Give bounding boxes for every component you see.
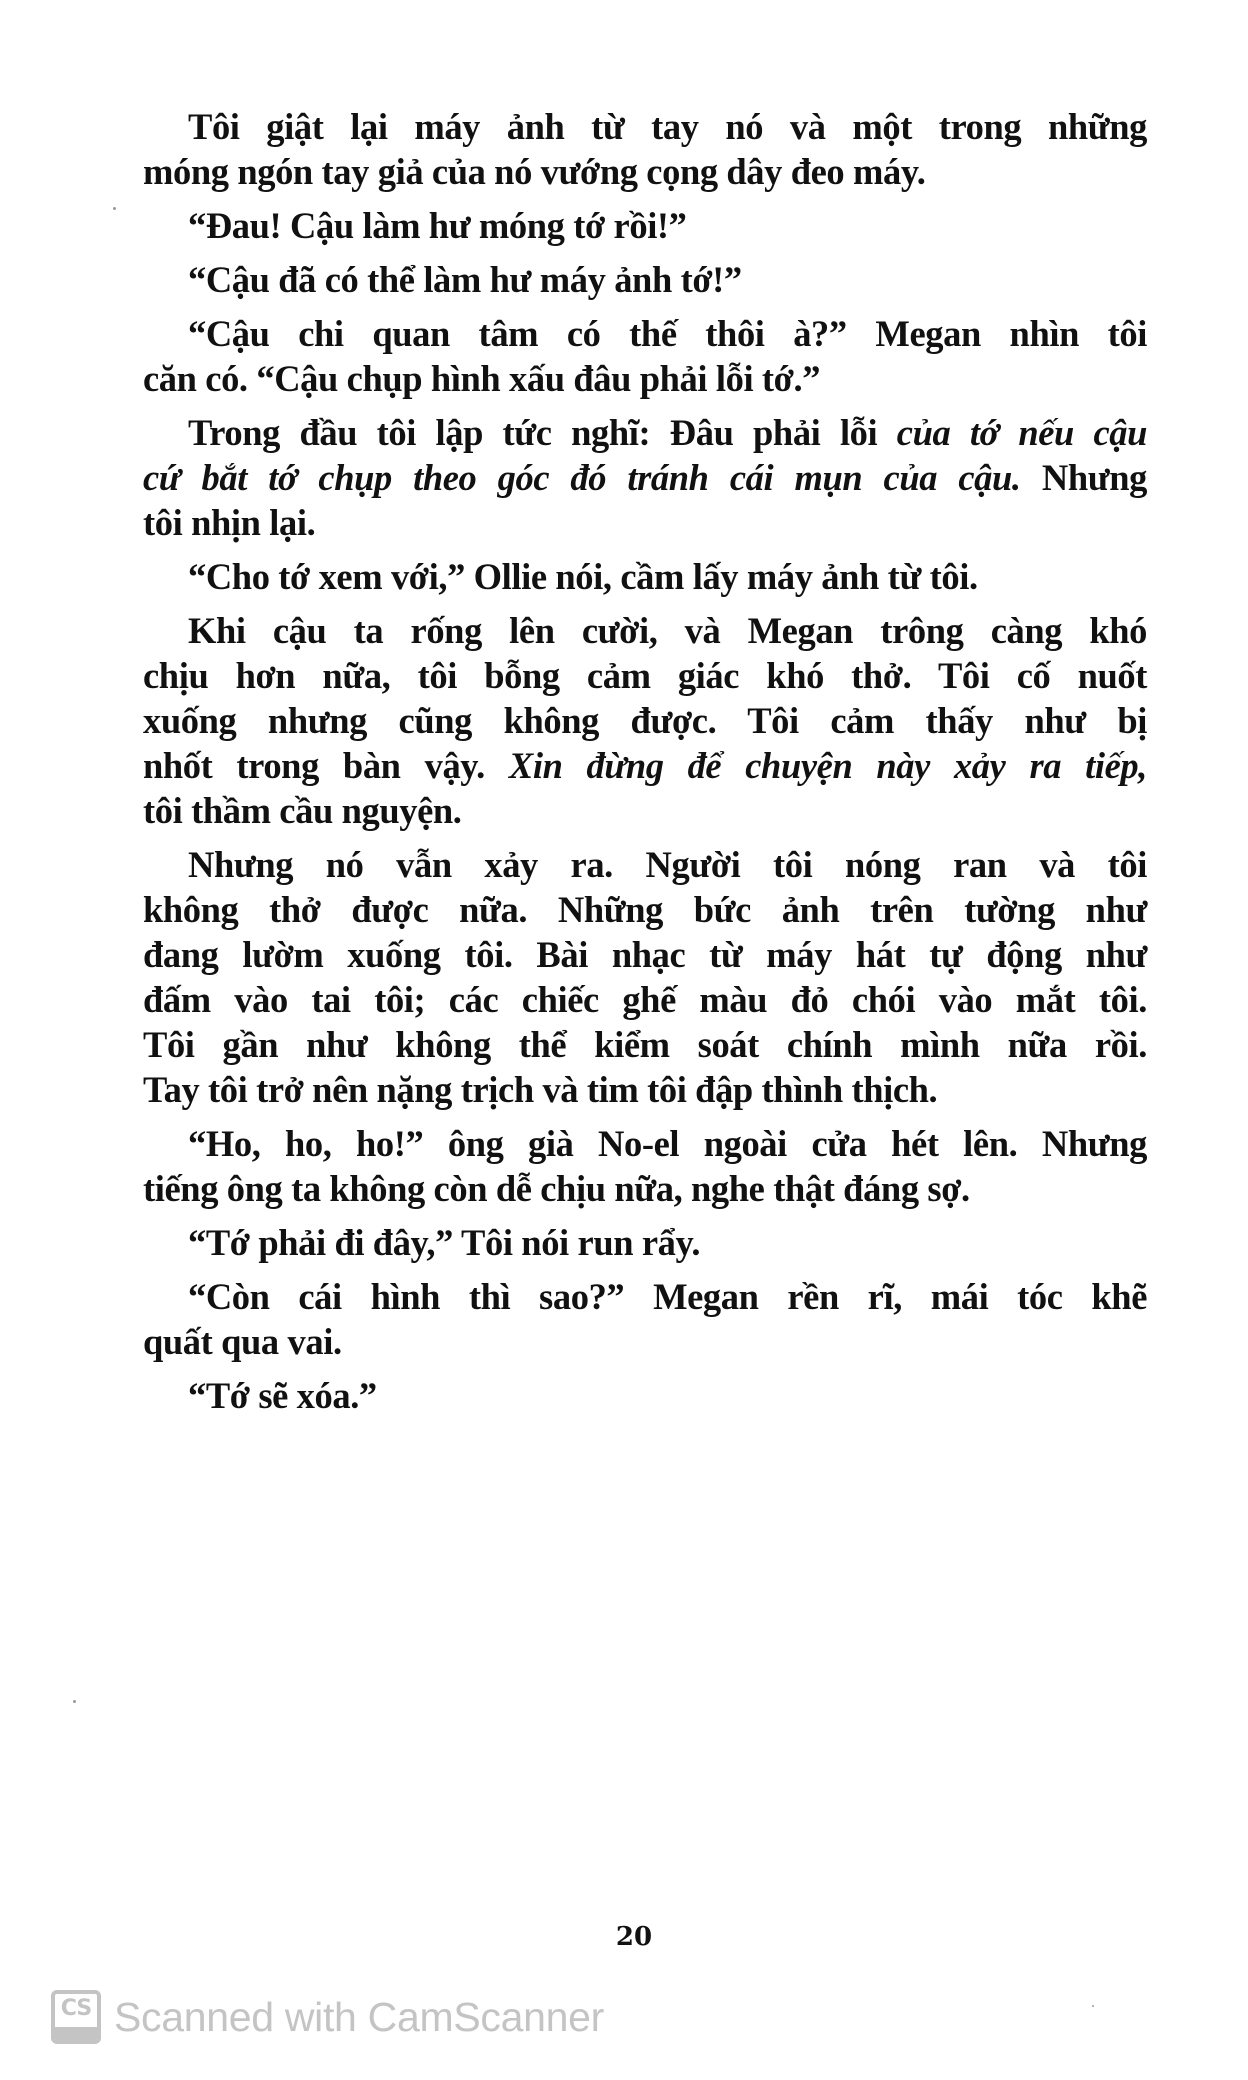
text-segment: tiếng ông ta không còn dễ chịu nữa, nghe thật đáng sợ. — [143, 1168, 970, 1209]
text-line — [143, 1319, 1147, 1364]
text-line — [143, 149, 1147, 194]
text-segment: căn có. “Cậu chụp hình xấu đâu phải lỗi tớ.” — [143, 358, 821, 399]
paragraph — [143, 410, 1147, 545]
italic-text: của tớ nếu cậu — [896, 412, 1147, 453]
text-segment: nhốt trong bàn vậy. — [143, 745, 509, 786]
text-line — [143, 203, 1147, 248]
text-line — [143, 1373, 1147, 1418]
text-segment: không thở được nữa. Những bức ảnh trên tường như — [143, 889, 1147, 930]
camscanner-logo-band — [55, 2027, 97, 2040]
text-line — [143, 932, 1147, 977]
text-segment: “Tớ phải đi đây,” Tôi nói run rẩy. — [188, 1222, 701, 1263]
text-line — [143, 653, 1147, 698]
text-line — [143, 1121, 1147, 1166]
italic-text: cứ bắt tớ chụp theo góc đó tránh cái mụn của cậu. — [143, 457, 1021, 498]
camscanner-logo-icon — [51, 1990, 101, 2044]
text-line — [143, 311, 1147, 356]
text-line — [143, 698, 1147, 743]
paragraph — [143, 1220, 1147, 1265]
paragraph — [143, 554, 1147, 599]
text-segment: Nhưng — [1020, 457, 1147, 498]
text-segment: Tôi giật lại máy ảnh từ tay nó và một trong những — [188, 106, 1147, 147]
text-line — [143, 1166, 1147, 1211]
text-segment: tôi nhịn lại. — [143, 502, 316, 543]
text-segment: Trong đầu tôi lập tức nghĩ: Đâu phải lỗi — [188, 412, 897, 453]
page-number: 20 — [615, 1922, 653, 1952]
text-line — [143, 842, 1147, 887]
scan-speck — [1092, 2005, 1094, 2007]
paragraph — [143, 203, 1147, 248]
text-line — [143, 500, 1147, 545]
text-line — [143, 608, 1147, 653]
text-segment: “Cậu đã có thể làm hư máy ảnh tớ!” — [188, 259, 742, 300]
text-line — [143, 257, 1147, 302]
text-segment: “Ho, ho, ho!” ông già No-el ngoài cửa hét lên. Nhưng — [188, 1123, 1147, 1164]
text-segment: đấm vào tai tôi; các chiếc ghế màu đỏ chói vào mắt tôi. — [143, 979, 1147, 1020]
text-segment: xuống nhưng cũng không được. Tôi cảm thấy như bị — [143, 700, 1147, 741]
italic-text: Xin đừng để chuyện này xảy ra tiếp, — [508, 745, 1147, 786]
text-segment: “Cho tớ xem với,” Ollie nói, cầm lấy máy ảnh từ tôi. — [188, 556, 978, 597]
text-line — [143, 1274, 1147, 1319]
text-line — [143, 1220, 1147, 1265]
paragraph — [143, 1274, 1147, 1364]
text-segment: quất qua vai. — [143, 1321, 342, 1362]
camscanner-logo-text: CS — [60, 1996, 92, 2021]
paragraph — [143, 842, 1147, 1112]
text-segment: tôi thầm cầu nguyện. — [143, 790, 462, 831]
text-segment: chịu hơn nữa, tôi bỗng cảm giác khó thở. Tôi cố nuốt — [143, 655, 1147, 696]
text-line — [143, 977, 1147, 1022]
paragraph — [143, 257, 1147, 302]
text-line — [143, 455, 1147, 500]
paragraph — [143, 1373, 1147, 1418]
scan-speck — [73, 1700, 76, 1703]
text-segment: móng ngón tay giả của nó vướng cọng dây đeo máy. — [143, 151, 926, 192]
watermark-text: Scanned with CamScanner — [114, 1993, 604, 2040]
text-line — [143, 410, 1147, 455]
text-segment: “Còn cái hình thì sao?” Megan rền rĩ, mái tóc khẽ — [188, 1276, 1147, 1317]
text-segment: Tôi gần như không thể kiểm soát chính mình nữa rồi. — [143, 1024, 1147, 1065]
text-line — [143, 887, 1147, 932]
scan-speck — [113, 207, 116, 210]
body-text — [143, 104, 1147, 1427]
text-line — [143, 104, 1147, 149]
camscanner-watermark — [51, 1988, 604, 2046]
text-line — [143, 788, 1147, 833]
text-line — [143, 743, 1147, 788]
text-line — [143, 356, 1147, 401]
paragraph — [143, 1121, 1147, 1211]
text-line — [143, 554, 1147, 599]
text-line — [143, 1067, 1147, 1112]
text-segment: “Tớ sẽ xóa.” — [188, 1375, 377, 1416]
text-segment: Nhưng nó vẫn xảy ra. Người tôi nóng ran và tôi — [188, 844, 1147, 885]
paragraph — [143, 608, 1147, 833]
text-segment: “Cậu chi quan tâm có thế thôi à?” Megan nhìn tôi — [188, 313, 1147, 354]
text-line — [143, 1022, 1147, 1067]
paragraph — [143, 311, 1147, 401]
text-segment: Tay tôi trở nên nặng trịch và tim tôi đập thình thịch. — [143, 1069, 938, 1110]
paragraph — [143, 104, 1147, 194]
text-segment: “Đau! Cậu làm hư móng tớ rồi!” — [188, 205, 687, 246]
text-segment: Khi cậu ta rống lên cười, và Megan trông càng khó — [188, 610, 1147, 651]
text-segment: đang lườm xuống tôi. Bài nhạc từ máy hát tự động như — [143, 934, 1147, 975]
